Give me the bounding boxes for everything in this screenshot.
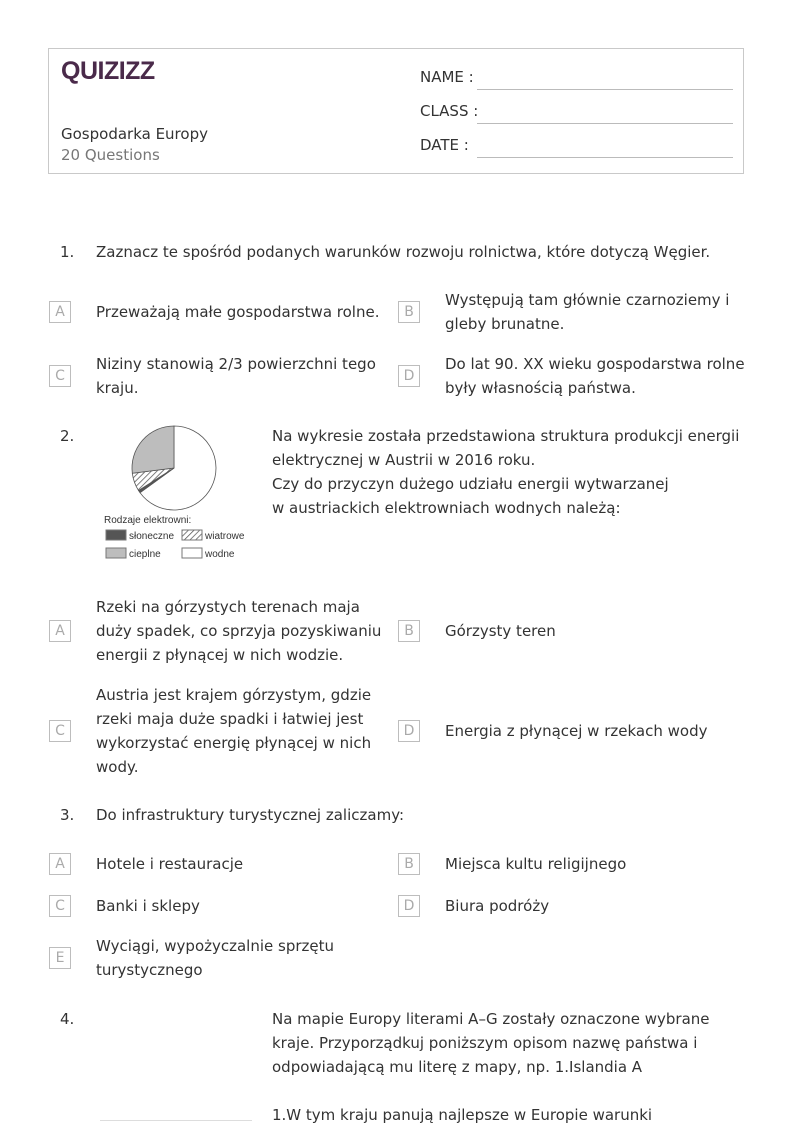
date-line — [477, 157, 733, 158]
question-number: 4. — [60, 1010, 75, 1028]
class-line — [477, 123, 733, 124]
worksheet-header — [48, 48, 744, 174]
legend-label: cieplne — [129, 549, 161, 560]
name-label: NAME : — [420, 68, 474, 86]
question-text: Na wykresie została przedstawiona struktura produkcji energii elektrycznej w Austrii w 2016 roku. Czy do przyczyn dużego udziału energii wytwarzanej w austriackich elektrowniach wodnych należą: — [272, 427, 740, 517]
name-line — [477, 89, 733, 90]
pie-chart — [100, 420, 260, 570]
option-letter: A — [49, 620, 71, 642]
class-label: CLASS : — [420, 102, 479, 120]
legend-label: słoneczne — [129, 531, 175, 542]
option-text: Austria jest krajem górzystym, gdzie rzeki maja duże spadki i łatwiej jest wykorzystać energię płynącej w nich wody. — [96, 686, 372, 776]
option-letter: D — [398, 365, 420, 387]
option-text: Do lat 90. XX wieku gospodarstwa rolne były własnością państwa. — [445, 355, 745, 397]
option-letter: B — [398, 620, 420, 642]
quizizz-logo: QUIZIZZ — [61, 57, 155, 85]
question-text: Na mapie Europy literami A–G zostały oznaczone wybrane kraje. Przyporządkuj poniższym opisom nazwę państwa i odpowiadającą mu literę z mapy, np. 1.Islandia A — [272, 1010, 710, 1076]
question-number: 3. — [60, 806, 75, 824]
option-text: Występują tam głównie czarnoziemy i gleby brunatne. — [445, 291, 730, 333]
legend-swatch — [106, 548, 126, 558]
question-number: 1. — [60, 243, 75, 261]
legend-swatch — [182, 548, 202, 558]
option-text: Niziny stanowią 2/3 powierzchni tego kraju. — [96, 355, 376, 397]
option-text: Biura podróży — [445, 897, 550, 915]
legend-swatch — [182, 530, 202, 540]
date-label: DATE : — [420, 136, 469, 154]
option-letter: B — [398, 301, 420, 323]
option-text: Przeważają małe gospodarstwa rolne. — [96, 303, 380, 321]
option-text: Górzysty teren — [445, 622, 556, 640]
option-text: Banki i sklepy — [96, 897, 200, 915]
option-text: Rzeki na górzystych terenach maja duży spadek, co sprzyja pozyskiwaniu energii z płynącej w nich wodzie. — [96, 598, 382, 664]
option-letter: B — [398, 853, 420, 875]
legend-label: wodne — [205, 549, 235, 560]
legend-swatch — [106, 530, 126, 540]
option-letter: D — [398, 895, 420, 917]
question-count: 20 Questions — [61, 146, 160, 164]
option-letter: A — [49, 301, 71, 323]
pie-slice-cieplne — [132, 426, 174, 473]
question-subtext: 1.W tym kraju panują najlepsze w Europie warunki — [272, 1106, 653, 1124]
option-letter: D — [398, 720, 420, 742]
option-letter: A — [49, 853, 71, 875]
map-image-edge — [100, 1120, 252, 1121]
option-text: Hotele i restauracje — [96, 855, 244, 873]
option-letter: E — [49, 947, 71, 969]
option-letter: C — [49, 895, 71, 917]
question-text: Zaznacz te spośród podanych warunków rozwoju rolnictwa, które dotyczą Węgier. — [96, 243, 711, 261]
question-number: 2. — [60, 427, 75, 445]
legend-title: Rodzaje elektrowni: — [104, 515, 192, 526]
option-text: Energia z płynącej w rzekach wody — [445, 722, 708, 740]
option-text: Miejsca kultu religijnego — [445, 855, 627, 873]
legend-label: wiatrowe — [205, 531, 245, 542]
worksheet-title: Gospodarka Europy — [61, 125, 208, 143]
question-text: Do infrastruktury turystycznej zaliczamy: — [96, 806, 405, 824]
option-letter: C — [49, 365, 71, 387]
option-text: Wyciągi, wypożyczalnie sprzętu turystycznego — [96, 937, 335, 979]
option-letter: C — [49, 720, 71, 742]
